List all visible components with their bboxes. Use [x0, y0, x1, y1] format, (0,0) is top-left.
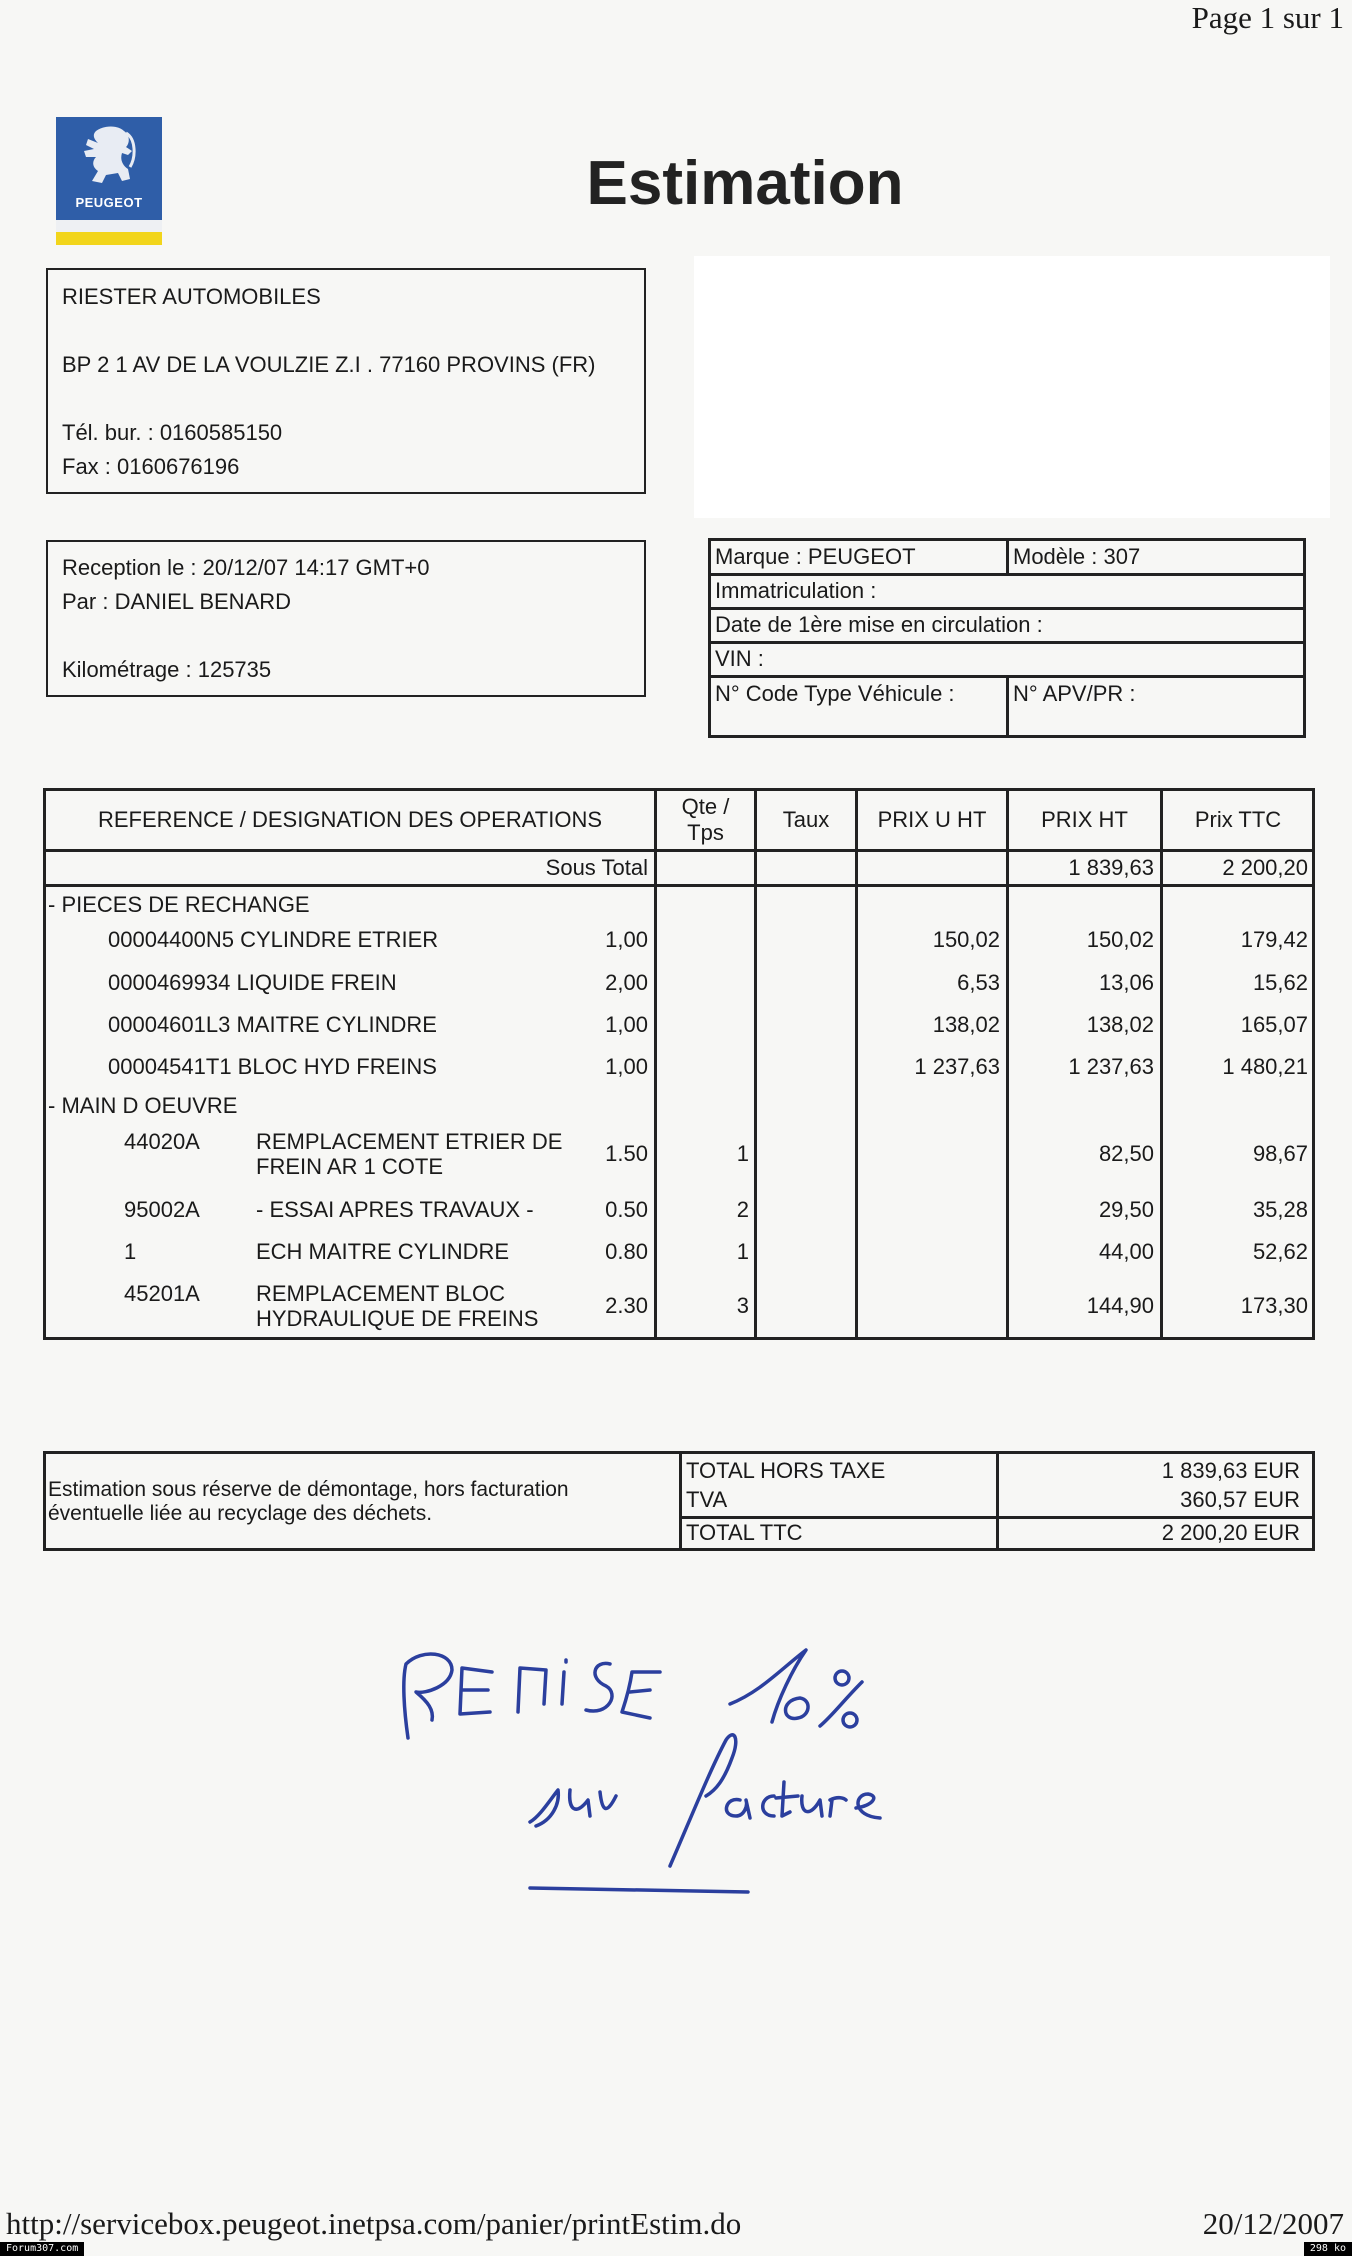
- labour-price-ttc: 98,67: [1252, 1141, 1308, 1166]
- header-rate: Taux: [782, 807, 830, 832]
- reception-date: Reception le : 20/12/07 14:17 GMT+0: [62, 555, 430, 580]
- part-qty: 1,00: [605, 1012, 648, 1037]
- divider: [711, 641, 1303, 644]
- header-qty-line2: Tps: [687, 820, 724, 845]
- redacted-customer-area: [694, 256, 1330, 518]
- totals-note-line2: éventuelle liée au recyclage des déchets.: [48, 1502, 433, 1525]
- subtotal-label: Sous Total: [545, 855, 648, 880]
- labour-price-ht: 144,90: [1086, 1293, 1154, 1318]
- labour-section-title: - MAIN D OEUVRE: [48, 1093, 238, 1118]
- part-unit-price: 6,53: [957, 970, 1000, 995]
- labour-price-ttc: 52,62: [1252, 1239, 1308, 1264]
- labour-rate: 2: [736, 1197, 749, 1222]
- vehicle-vin: VIN :: [715, 646, 764, 671]
- part-price-ht: 1 237,63: [1068, 1054, 1154, 1079]
- dealer-name: RIESTER AUTOMOBILES: [62, 284, 321, 309]
- divider: [1006, 675, 1009, 735]
- part-price-ttc: 15,62: [1252, 970, 1308, 995]
- footer-date: 20/12/2007: [1202, 2206, 1344, 2241]
- labour-code: 95002A: [124, 1197, 200, 1222]
- logo-yellow-band: [56, 232, 162, 245]
- vehicle-apv: N° APV/PR :: [1013, 681, 1136, 706]
- watermark-left: Forum307.com: [0, 2242, 84, 2256]
- header-qty-line1: Qte /: [681, 794, 730, 819]
- labour-designation-line2: HYDRAULIQUE DE FREINS: [256, 1306, 539, 1331]
- parts-section-title: - PIECES DE RECHANGE: [48, 892, 310, 917]
- labour-designation-line2: FREIN AR 1 COTE: [256, 1154, 444, 1179]
- total-ht-value: 1 839,63 EUR: [1161, 1458, 1300, 1483]
- column-divider: [679, 1454, 682, 1548]
- header-price-ttc: Prix TTC: [1194, 807, 1282, 832]
- labour-code: 44020A: [124, 1129, 200, 1154]
- labour-designation-line1: - ESSAI APRES TRAVAUX -: [256, 1197, 534, 1222]
- vehicle-info-grid: [708, 538, 1306, 738]
- subtotal-price-ht: 1 839,63: [1068, 855, 1154, 880]
- total-ttc-value: 2 200,20 EUR: [1161, 1520, 1300, 1545]
- labour-price-ttc: 173,30: [1240, 1293, 1308, 1318]
- logo-brand-text: PEUGEOT: [75, 195, 143, 210]
- labour-time: 0.50: [605, 1197, 648, 1222]
- dealer-fax: Fax : 0160676196: [62, 454, 240, 479]
- part-price-ttc: 165,07: [1240, 1012, 1308, 1037]
- column-divider: [654, 791, 657, 1337]
- page-number: Page 1 sur 1: [1191, 0, 1344, 35]
- total-ttc-label: TOTAL TTC: [686, 1520, 803, 1545]
- dealer-phone: Tél. bur. : 0160585150: [62, 420, 283, 445]
- totals-note-line1: Estimation sous réserve de démontage, hors facturation: [48, 1478, 569, 1501]
- labour-time: 2.30: [605, 1293, 648, 1318]
- labour-code: 1: [124, 1239, 137, 1264]
- labour-designation-line1: REMPLACEMENT ETRIER DE: [256, 1129, 563, 1154]
- header-price-ht: PRIX HT: [1041, 807, 1128, 832]
- divider: [711, 573, 1303, 576]
- row-divider: [679, 1516, 1312, 1519]
- labour-time: 0.80: [605, 1239, 648, 1264]
- part-price-ttc: 1 480,21: [1222, 1054, 1308, 1079]
- part-ref-designation: 00004400N5 CYLINDRE ETRIER: [108, 927, 439, 952]
- watermark-right: 298 ko: [1304, 2242, 1352, 2256]
- footer-url: http://servicebox.peugeot.inetpsa.com/panier/printEstim.do: [6, 2206, 742, 2241]
- tva-value: 360,57 EUR: [1180, 1487, 1300, 1512]
- column-divider: [1006, 791, 1009, 1337]
- labour-time: 1.50: [605, 1141, 648, 1166]
- labour-rate: 3: [736, 1293, 749, 1318]
- row-divider: [46, 849, 1312, 852]
- labour-designation-line1: ECH MAITRE CYLINDRE: [256, 1239, 510, 1264]
- mileage: Kilométrage : 125735: [62, 657, 272, 682]
- column-divider: [754, 791, 757, 1337]
- part-unit-price: 1 237,63: [914, 1054, 1000, 1079]
- row-divider: [46, 884, 1312, 887]
- totals-box: [43, 1451, 1315, 1551]
- divider: [711, 607, 1303, 610]
- labour-designation-line1: REMPLACEMENT BLOC: [256, 1281, 505, 1306]
- header-unit-price: PRIX U HT: [877, 807, 987, 832]
- reception-box: [46, 540, 646, 697]
- part-qty: 2,00: [605, 970, 648, 995]
- part-price-ttc: 179,42: [1240, 927, 1308, 952]
- subtotal-price-ttc: 2 200,20: [1222, 855, 1308, 880]
- part-ref-designation: 00004541T1 BLOC HYD FREINS: [108, 1054, 437, 1079]
- part-qty: 1,00: [605, 1054, 648, 1079]
- column-divider: [855, 791, 858, 1337]
- part-unit-price: 138,02: [932, 1012, 1000, 1037]
- labour-price-ht: 82,50: [1098, 1141, 1154, 1166]
- part-ref-designation: 00004601L3 MAITRE CYLINDRE: [108, 1012, 437, 1037]
- vehicle-model: Modèle : 307: [1013, 544, 1141, 569]
- reception-by: Par : DANIEL BENARD: [62, 589, 292, 614]
- header-reference: REFERENCE / DESIGNATION DES OPERATIONS: [97, 807, 603, 832]
- vehicle-brand: Marque : PEUGEOT: [715, 544, 916, 569]
- tva-label: TVA: [686, 1487, 728, 1512]
- labour-price-ht: 44,00: [1098, 1239, 1154, 1264]
- header-qty: [657, 794, 754, 846]
- divider: [1006, 541, 1009, 573]
- part-unit-price: 150,02: [932, 927, 1000, 952]
- logo-white-band: [56, 220, 162, 232]
- handwritten-discount-note: [380, 1620, 1160, 1920]
- part-price-ht: 150,02: [1086, 927, 1154, 952]
- operations-table: [43, 788, 1315, 1340]
- part-price-ht: 13,06: [1098, 970, 1154, 995]
- column-divider: [996, 1454, 999, 1548]
- labour-rate: 1: [736, 1141, 749, 1166]
- column-divider: [1160, 791, 1163, 1337]
- labour-code: 45201A: [124, 1281, 200, 1306]
- vehicle-first-registration: Date de 1ère mise en circulation :: [715, 612, 1043, 637]
- total-ht-label: TOTAL HORS TAXE: [686, 1458, 886, 1483]
- labour-price-ht: 29,50: [1098, 1197, 1154, 1222]
- document-title: Estimation: [586, 149, 904, 218]
- labour-rate: 1: [736, 1239, 749, 1264]
- dealer-address: BP 2 1 AV DE LA VOULZIE Z.I . 77160 PROVINS (FR): [62, 352, 596, 377]
- dealer-box: [46, 268, 646, 494]
- part-ref-designation: 0000469934 LIQUIDE FREIN: [108, 970, 397, 995]
- vehicle-registration: Immatriculation :: [715, 578, 877, 603]
- labour-price-ttc: 35,28: [1252, 1197, 1308, 1222]
- part-price-ht: 138,02: [1086, 1012, 1154, 1037]
- vehicle-type-code: N° Code Type Véhicule :: [715, 681, 955, 706]
- part-qty: 1,00: [605, 927, 648, 952]
